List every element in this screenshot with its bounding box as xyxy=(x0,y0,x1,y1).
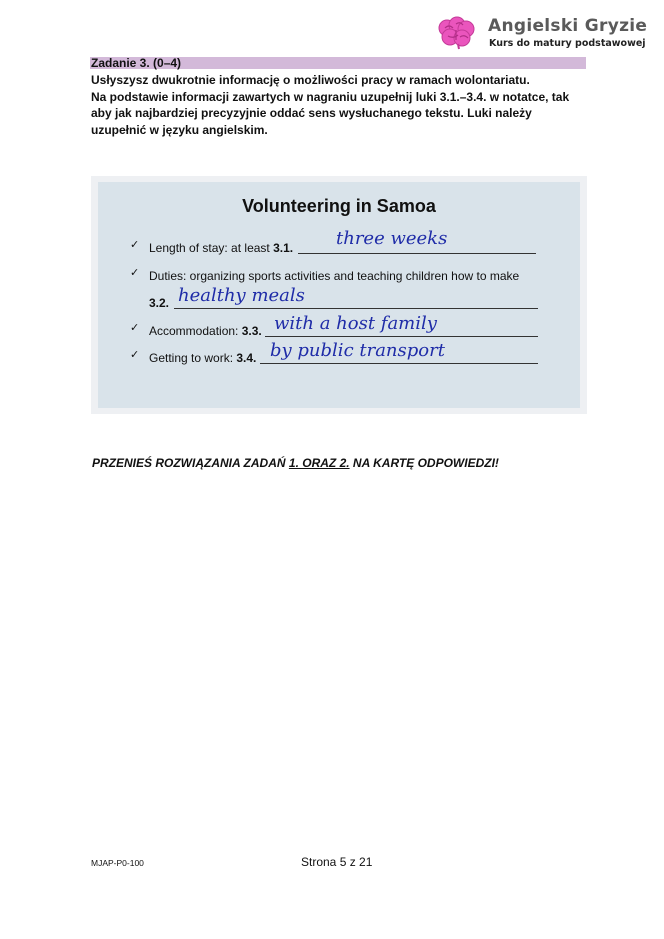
check-icon: ✓ xyxy=(130,321,140,334)
brand-tagline: Kurs do matury podstawowej xyxy=(489,38,646,49)
note-item-length xyxy=(149,241,293,255)
gap-number: 3.2. xyxy=(149,296,170,310)
note-box xyxy=(98,182,580,408)
gap-number: 3.1. xyxy=(273,241,294,255)
answer-line xyxy=(265,336,538,337)
answer-3-4: by public transport xyxy=(270,340,445,361)
logo xyxy=(436,14,648,54)
check-icon: ✓ xyxy=(130,238,140,251)
transfer-instruction xyxy=(92,456,499,470)
check-icon: ✓ xyxy=(130,266,140,279)
page-number: Strona 5 z 21 xyxy=(301,855,373,869)
task-instructions xyxy=(91,72,571,138)
instruction-line: aby jak najbardziej precyzyjnie oddać sens wysłuchanego tekstu. Luki należy xyxy=(91,106,532,120)
note-item-accommodation xyxy=(149,324,262,338)
instruction-line: uzupełnić w języku angielskim. xyxy=(91,122,268,137)
answer-line xyxy=(174,308,538,309)
gap-number: 3.4. xyxy=(236,351,257,365)
footer-code: MJAP-P0-100 xyxy=(91,858,144,868)
task-title: Zadanie 3. (0–4) xyxy=(91,56,182,70)
answer-3-1: three weeks xyxy=(336,228,448,249)
check-icon: ✓ xyxy=(130,348,140,361)
note-item-getting-to-work xyxy=(149,351,256,365)
answer-line xyxy=(298,253,536,254)
item-label: Length of stay: at least xyxy=(149,241,274,255)
gap-number: 3.3. xyxy=(241,324,262,338)
brand-name: Angielski Gryzie xyxy=(488,16,648,36)
instruction-line: Usłyszysz dwukrotnie informację o możliwości pracy w ramach wolontariatu. xyxy=(91,73,530,87)
brain-icon xyxy=(436,16,476,50)
transfer-tasks: 1. ORAZ 2. xyxy=(288,456,350,470)
item-label: Accommodation: xyxy=(149,324,242,338)
transfer-prefix: PRZENIEŚ ROZWIĄZANIA ZADAŃ xyxy=(92,456,289,470)
note-item-duties: Duties: organizing sports activities and teaching children how to make xyxy=(149,269,520,283)
answer-line xyxy=(260,363,538,364)
instruction-line: Na podstawie informacji zawartych w nagraniu uzupełnij luki 3.1.–3.4. w notatce, tak xyxy=(91,89,570,104)
note-title: Volunteering in Samoa xyxy=(242,196,436,216)
answer-3-3: with a host family xyxy=(274,313,437,334)
answer-3-2: healthy meals xyxy=(178,285,305,306)
item-label: Getting to work: xyxy=(149,351,237,365)
transfer-suffix: NA KARTĘ ODPOWIEDZI! xyxy=(349,456,499,470)
